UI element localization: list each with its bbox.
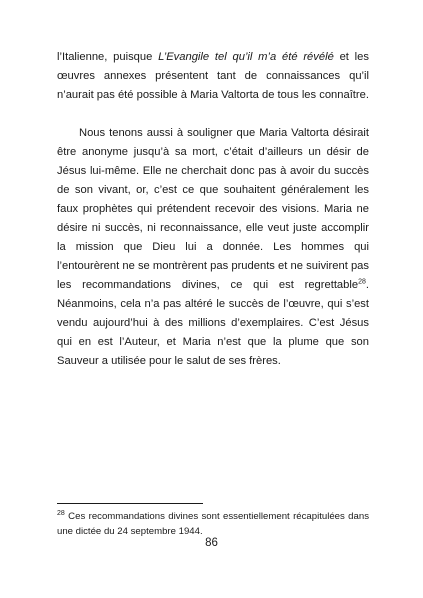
page-number: 86 (205, 537, 218, 549)
paragraph-1-text-start: l’Italienne, puisque (57, 51, 159, 63)
paragraph-2-text-start: Nous tenons aussi à souligner que Maria Valtorta désirait être anonyme jusqu’à sa mort, c’était d’ailleurs un désir de Jésus lui-même. Elle ne cherchait donc pas à avoir du succès de son vivant, or, c’est ce que souhaitent généralement les faux prophètes qui prétendent recevoir des visions. Maria ne désire ni succès, ni reconnaissance, elle veut juste accomplir la mission que Dieu lui a donnée. Les hommes qui l’entourèrent ne se montrèrent pas prudents et ne suivirent pas les recommandations divines, ce qui est regrettable (57, 127, 369, 291)
paragraph-1 (57, 48, 369, 105)
footnote-separator (57, 503, 203, 504)
paragraph-1-text-end: et les œuvres annexes présentent tant de connaissances qu’il n’aurait pas été possible à Maria Valtorta de tous les connaître. (57, 51, 369, 101)
footnote-number: 28 (57, 509, 65, 517)
paragraph-2-text-end: . Néanmoins, cela n’a pas altéré le succès de l’œuvre, qui s’est vendu aujourd’hui à des millions d’exemplaires. C’est Jésus qui en est l’Auteur, et Maria n’est que la plume que son Sauveur a utilisée pour le salut de ses frères. (57, 279, 369, 367)
paragraph-2 (57, 124, 369, 371)
footnote-text: Ces recommandations divines sont essentiellement récapitulées dans une dictée du 24 septembre 1944. (57, 511, 369, 537)
book-title: L’Evangile tel qu’il m’a été révélé (158, 51, 334, 63)
page-body (57, 48, 369, 371)
footnote-reference[interactable]: 28 (358, 278, 366, 286)
